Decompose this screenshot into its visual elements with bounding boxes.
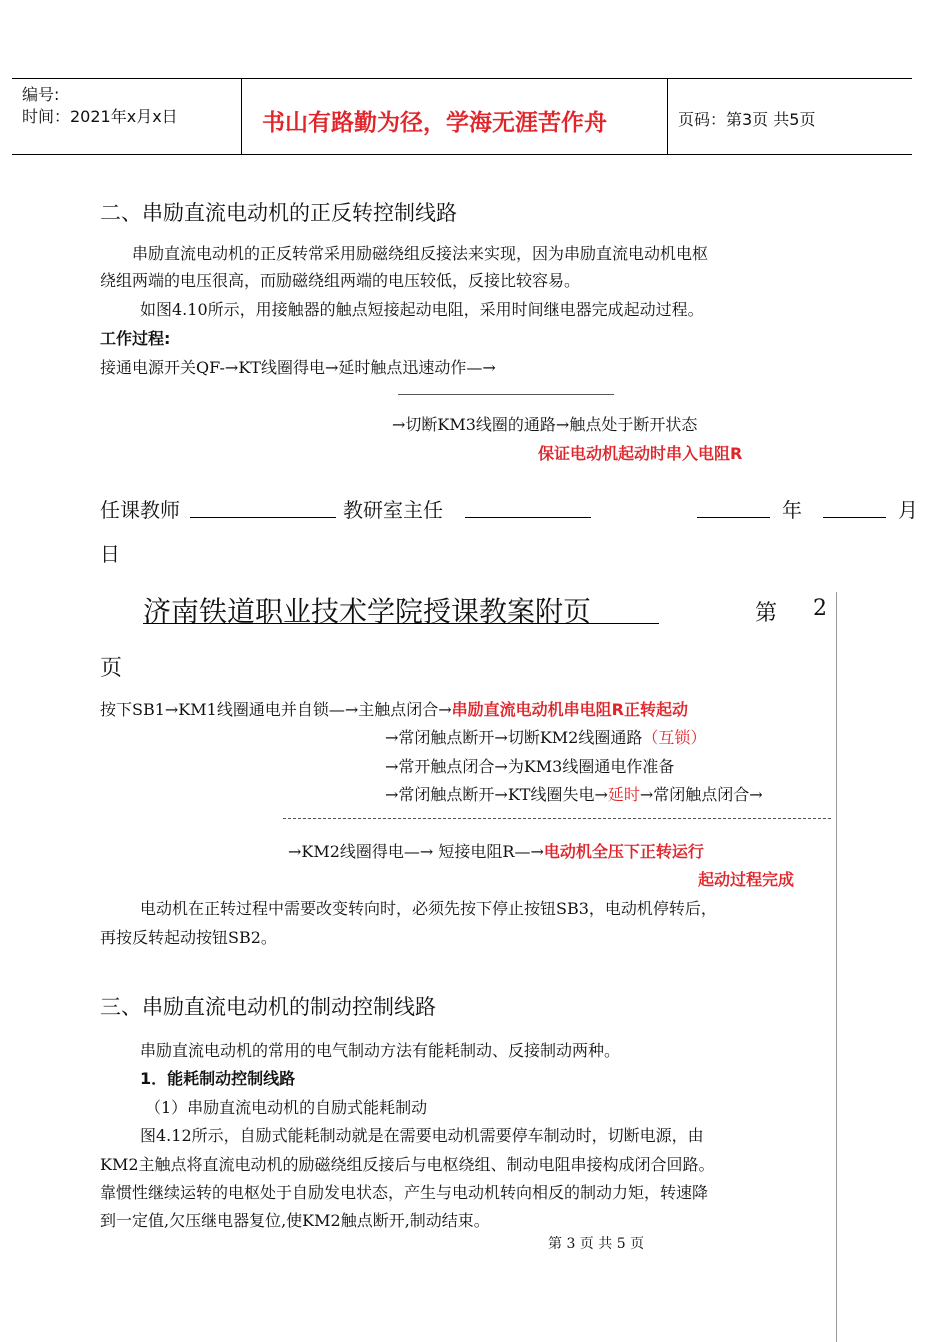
- section3-para-line3: 靠惯性继续运转的电枢处于自励发电状态，产生与电动机转向相反的制动力矩，转速降: [100, 1183, 709, 1202]
- appendix-title: 济南铁道职业技术学院授课教案附页: [143, 595, 592, 628]
- appendix-page-suffix: 页: [100, 656, 123, 681]
- time-label: 时间：2021年x月x日: [22, 107, 178, 126]
- process-line5: [288, 839, 704, 862]
- step-separator: [398, 394, 614, 395]
- process-para-line1: 电动机在正转过程中需要改变转向时，必须先按下停止按钮SB3，电动机停转后，: [140, 899, 717, 918]
- page-label: 页码：第3页 共5页: [678, 110, 816, 129]
- work-step2: →切断KM3线圈的通路→触点处于断开状态: [392, 415, 698, 434]
- footer-page-number: 第 3 页 共 5 页: [548, 1236, 645, 1252]
- work-step1: 接通电源开关QF-→KT线圈得电→延时触点迅速动作—→: [100, 358, 496, 377]
- day-label: 日: [100, 542, 120, 566]
- process-line2-red: （互锁）: [642, 728, 707, 747]
- process-line5-text: →KM2线圈得电—→ 短接电阻R—→: [288, 842, 544, 861]
- process-line4-text-a: →常闭触点断开→KT线圈失电→: [385, 785, 608, 804]
- process-dashed-separator: [283, 818, 831, 819]
- section2-heading: 二、串励直流电动机的正反转控制线路: [100, 201, 457, 225]
- appendix-page-number: 2: [813, 596, 827, 621]
- process-line4: [385, 782, 763, 805]
- section2-para1-line1: 串励直流电动机的正反转常采用励磁绕组反接法来实现，因为串励直流电动机电枢: [132, 244, 709, 263]
- header-divider-right: [667, 78, 668, 155]
- process-line5-red: 电动机全压下正转运行: [543, 842, 704, 861]
- section3-sub1: 1．能耗制动控制线路: [140, 1069, 296, 1088]
- process-line4-text-b: →常闭触点闭合→: [639, 785, 763, 804]
- teacher-label: 任课教师: [100, 498, 180, 522]
- director-underline: [465, 517, 591, 518]
- process-line3: →常开触点闭合→为KM3线圈通电作准备: [385, 757, 675, 776]
- appendix-title-underline: [143, 623, 659, 624]
- section3-para-line1: 图4.12所示，自励式能耗制动就是在需要电动机需要停车制动时，切断电源，由: [140, 1126, 704, 1145]
- process-line2-text: →常闭触点断开→切断KM2线圈通路: [385, 728, 643, 747]
- section3-heading: 三、串励直流电动机的制动控制线路: [100, 995, 436, 1019]
- teacher-underline: [190, 517, 336, 518]
- work-process-title: 工作过程:: [100, 329, 171, 348]
- section2-para1-line2: 绕组两端的电压很高，而励磁绕组两端的电压较低，反接比较容易。: [100, 271, 581, 290]
- month-underline: [823, 517, 886, 518]
- header-top-border: [12, 78, 912, 79]
- section3-para-line4: 到一定值,欠压继电器复位,使KM2触点断开,制动结束。: [100, 1211, 490, 1230]
- process-para-line2: 再按反转起动按钮SB2。: [100, 928, 277, 947]
- director-label: 教研室主任: [343, 498, 443, 522]
- header-divider-left: [241, 78, 242, 155]
- process-line1-text: 按下SB1→KM1线圈通电并自锁—→主触点闭合→: [100, 700, 452, 719]
- work-step2-red: 保证电动机起动时串入电阻R: [538, 444, 743, 463]
- process-line4-red: 延时: [607, 785, 640, 804]
- year-label: 年: [782, 498, 802, 522]
- section3-intro: 串励直流电动机的常用的电气制动方法有能耗制动、反接制动两种。: [140, 1041, 621, 1060]
- appendix-page-prefix: 第: [755, 601, 778, 626]
- process-line6-red: 起动过程完成: [698, 870, 795, 889]
- year-underline: [697, 517, 770, 518]
- process-line1-red: 串励直流电动机串电阻R正转起动: [451, 700, 688, 719]
- motto: 书山有路勤为径，学海无涯苦作舟: [262, 110, 607, 136]
- section3-para-line2: KM2主触点将直流电动机的励磁绕组反接后与电枢绕组、制动电阻串接构成闭合回路。: [100, 1155, 715, 1174]
- process-line2: [385, 725, 706, 748]
- month-label: 月: [898, 498, 918, 522]
- page-edge-line: [836, 592, 837, 1342]
- section2-para2: 如图4.10所示，用接触器的触点短接起动电阻，采用时间继电器完成起动过程。: [140, 300, 704, 319]
- process-line1: [100, 697, 688, 720]
- serial-label: 编号:: [22, 85, 60, 104]
- section3-sub1-1: （1）串励直流电动机的自励式能耗制动: [145, 1098, 428, 1117]
- header-bottom-border: [12, 154, 912, 155]
